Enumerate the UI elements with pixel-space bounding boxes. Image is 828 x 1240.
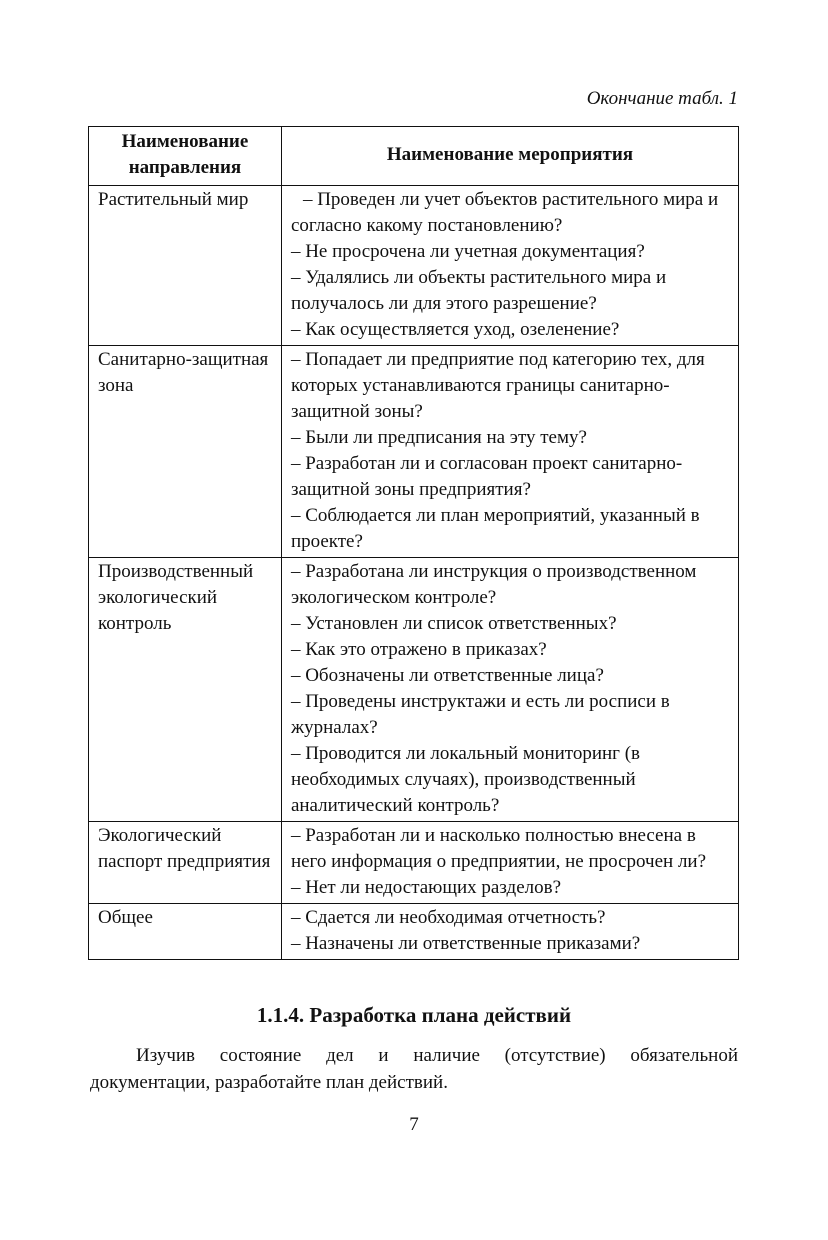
measure-item: – Удалялись ли объекты растительного мира и получалось ли для этого разрешение? bbox=[290, 267, 667, 314]
measures-cell bbox=[281, 904, 738, 960]
measures-cell bbox=[281, 822, 738, 904]
measure-item: – Соблюдается ли план мероприятий, указанный в проекте? bbox=[290, 505, 700, 552]
measure-item: – Были ли предписания на эту тему? bbox=[290, 427, 587, 448]
measure-item: – Установлен ли список ответственных? bbox=[290, 613, 617, 634]
direction-cell: Экологический паспорт предприятия bbox=[89, 822, 282, 904]
table-header-row bbox=[89, 127, 739, 186]
measure-item: – Попадает ли предприятие под категорию тех, для которых устанавливаются границы санитарно-защитной зоны? bbox=[290, 349, 705, 422]
measure-item: – Разработан ли и согласован проект санитарно-защитной зоны предприятия? bbox=[290, 453, 683, 500]
measure-item: – Разработана ли инструкция о производственном экологическом контроле? bbox=[290, 561, 697, 608]
direction-cell: Общее bbox=[89, 904, 282, 960]
table-row bbox=[89, 822, 739, 904]
direction-cell: Производственный экологический контроль bbox=[89, 558, 282, 822]
measures-cell bbox=[281, 558, 738, 822]
table-row bbox=[89, 346, 739, 558]
header-measure: Наименование мероприятия bbox=[281, 127, 738, 186]
table-row bbox=[89, 904, 739, 960]
measure-item: – Проведены инструктажи и есть ли росписи в журналах? bbox=[290, 691, 670, 738]
measure-item: – Нет ли недостающих разделов? bbox=[290, 877, 562, 898]
table-row bbox=[89, 186, 739, 346]
measure-item: – Сдается ли необходимая отчетность? bbox=[290, 907, 606, 928]
direction-cell: Санитарно-защитная зона bbox=[89, 346, 282, 558]
table-row bbox=[89, 558, 739, 822]
measure-item: – Разработан ли и насколько полностью внесена в него информация о предприятии, не просрочен ли? bbox=[290, 825, 707, 872]
measure-item: – Обозначены ли ответственные лица? bbox=[290, 665, 604, 686]
measure-item: – Проводится ли локальный мониторинг (в необходимых случаях), производственный аналитический контроль? bbox=[290, 743, 641, 816]
measure-item: – Назначены ли ответственные приказами? bbox=[290, 933, 641, 954]
table-caption: Окончание табл. 1 bbox=[586, 88, 738, 109]
measure-item: – Как это отражено в приказах? bbox=[290, 639, 547, 660]
measures-cell bbox=[281, 346, 738, 558]
direction-cell: Растительный мир bbox=[89, 186, 282, 346]
page-number: 7 bbox=[409, 1114, 419, 1135]
activities-table bbox=[88, 126, 739, 960]
measure-item: – Проведен ли учет объектов растительного мира и согласно какому постановлению? bbox=[290, 189, 719, 236]
header-direction: Наименование направления bbox=[89, 127, 282, 186]
section-title: 1.1.4. Разработка плана действий bbox=[256, 1003, 572, 1027]
measures-cell bbox=[281, 186, 738, 346]
measure-item: – Как осуществляется уход, озеленение? bbox=[290, 319, 620, 340]
measure-item: – Не просрочена ли учетная документация? bbox=[290, 241, 645, 262]
section-paragraph: Изучив состояние дел и наличие (отсутствие) обязательной документации, разработайте план действий. bbox=[90, 1045, 738, 1093]
